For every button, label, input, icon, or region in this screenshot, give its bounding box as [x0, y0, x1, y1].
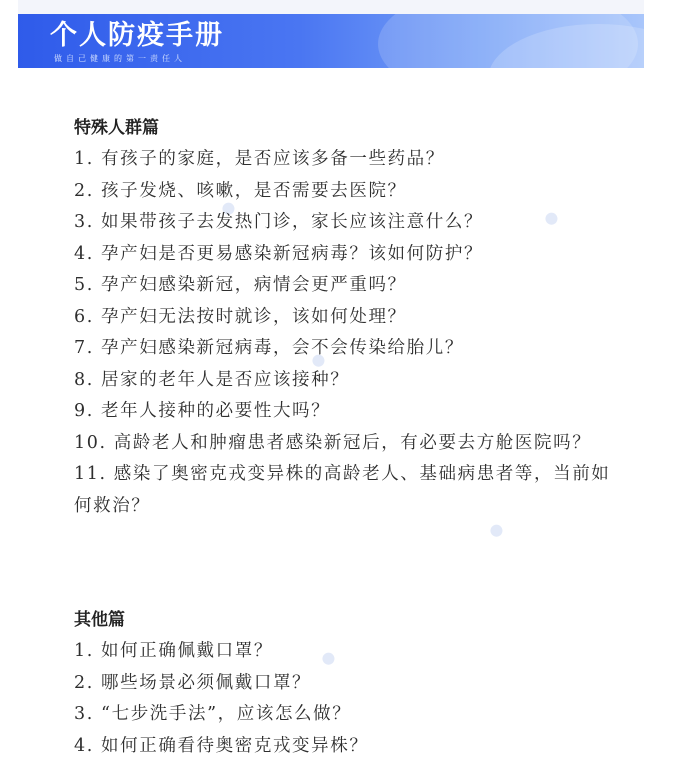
header-banner	[18, 14, 644, 68]
question-item: 1. 如何正确佩戴口罩？	[74, 641, 273, 661]
question-item: 5. 孕产妇感染新冠，病情会更严重吗？	[74, 275, 407, 295]
section-other	[74, 605, 614, 762]
section-special-groups	[74, 113, 614, 522]
question-item: 10. 高龄老人和肿瘤患者感染新冠后，有必要去方舱医院吗？	[74, 432, 592, 453]
banner-title: 个人防疫手册	[50, 20, 224, 51]
watermark-logo	[487, 519, 507, 539]
question-list	[74, 144, 614, 522]
question-item: 3. “七步洗手法”，应该怎么做？	[74, 704, 352, 724]
question-item: 3. 如果带孩子去发热门诊，家长应该注意什么？	[74, 212, 484, 232]
banner-subtitle: 做自己健康的第一责任人	[54, 54, 186, 63]
question-item: 2. 孩子发烧、咳嗽，是否需要去医院？	[74, 180, 407, 201]
question-item: 1. 有孩子的家庭，是否应该多备一些药品？	[74, 149, 445, 169]
top-strip	[18, 0, 644, 14]
question-item: 4. 孕产妇是否更易感染新冠病毒？该如何防护？	[74, 243, 484, 264]
question-item: 9. 老年人接种的必要性大吗？	[74, 401, 331, 421]
question-item: 4. 如何正确看待奥密克戎变异株？	[74, 735, 369, 756]
question-item: 8. 居家的老年人是否应该接种？	[74, 369, 350, 390]
section-heading: 其他篇	[74, 610, 125, 630]
question-list	[74, 636, 614, 762]
question-item: 11. 感染了奥密克戎变异株的高龄老人、基础病患者等，当前如何救治？	[74, 464, 611, 516]
question-item: 7. 孕产妇感染新冠病毒，会不会传染给胎儿？	[74, 338, 464, 358]
question-item: 6. 孕产妇无法按时就诊，该如何处理？	[74, 306, 407, 327]
question-item: 2. 哪些场景必须佩戴口罩？	[74, 672, 312, 693]
section-heading: 特殊人群篇	[74, 118, 159, 138]
